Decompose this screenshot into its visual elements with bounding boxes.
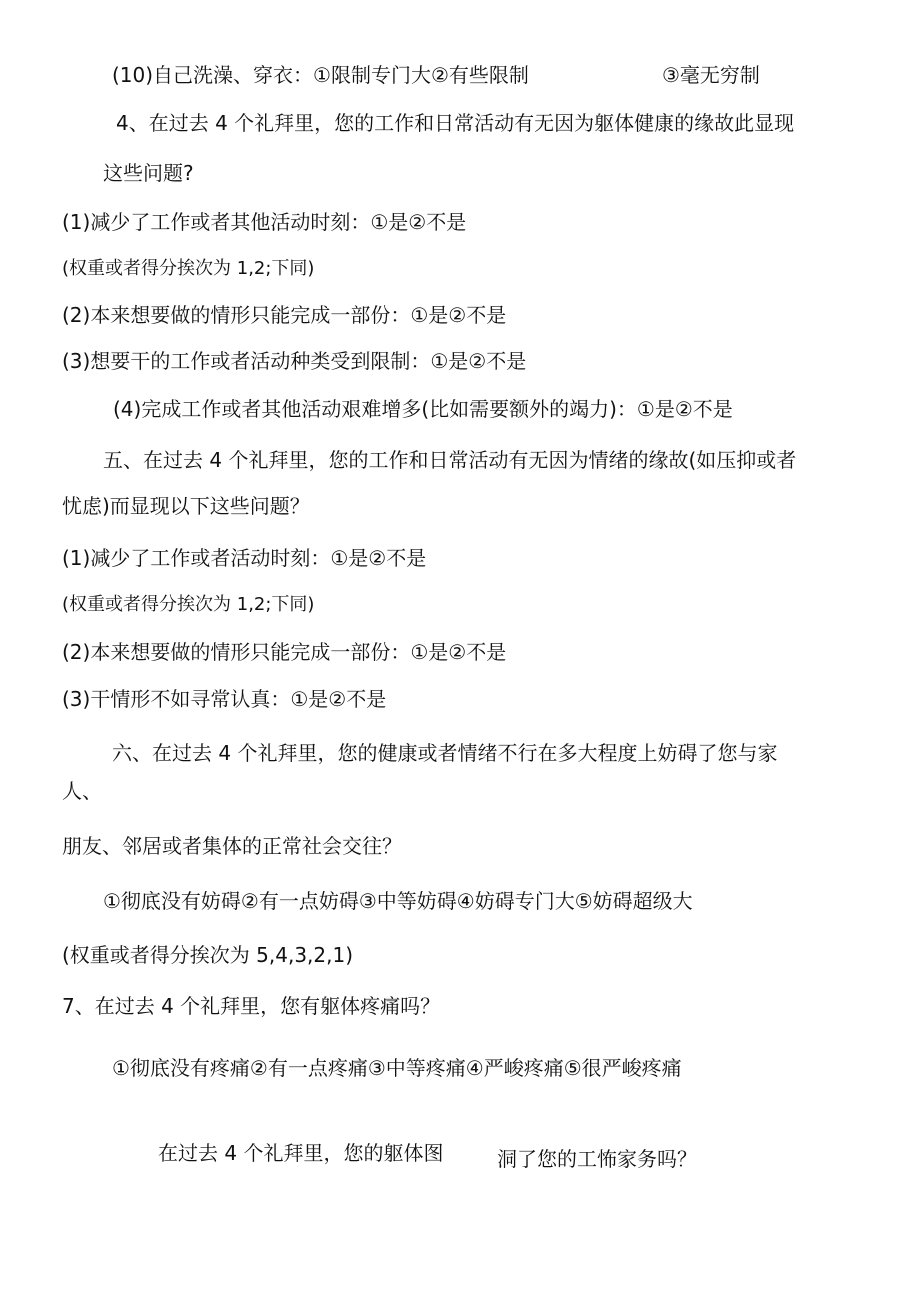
question-7-title: 7、在过去 4 个礼拜里，您有躯体疼痛吗？ xyxy=(62,994,441,1018)
question-5-title-cont: 忧虑)而显现以下这些问题？ xyxy=(62,494,310,518)
q4-item-2: (2)本来想要做的情形只能完成一部份：①是②不是 xyxy=(62,303,507,327)
q5-item-1: (1)减少了工作或者活动时刻：①是②不是 xyxy=(62,546,427,570)
question-4-title: 4、在过去 4 个礼拜里，您的工作和日常活动有无因为躯体健康的缘故此显现 xyxy=(116,111,795,135)
q4-item-4: (4)完成工作或者其他活动艰难增多(比如需要额外的竭力)：①是②不是 xyxy=(113,397,733,421)
question-4-title-cont: 这些问题? xyxy=(103,161,194,185)
q6-weight-note: (权重或者得分挨次为 5,4,3,2,1) xyxy=(62,943,354,967)
q4-item-3: (3)想要干的工作或者活动种类受到限制：①是②不是 xyxy=(62,349,527,373)
question-5-title: 五、在过去 4 个礼拜里，您的工作和日常活动有无因为情绪的缘故(如压抑或者 xyxy=(103,448,797,472)
question-6-title-cont: 人、 xyxy=(62,779,102,803)
q4-item-1: (1)减少了工作或者其他活动时刻：①是②不是 xyxy=(62,210,467,234)
q5-item-3: (3)干情形不如寻常认真：①是②不是 xyxy=(62,687,387,711)
q5-weight-note: (权重或者得分挨次为 1,2;下同) xyxy=(62,594,315,615)
q4-weight-note: (权重或者得分挨次为 1,2;下同) xyxy=(62,258,315,279)
question-8-title-part2: 洞了您的工怖家务吗？ xyxy=(497,1147,697,1171)
question-6-title: 六、在过去 4 个礼拜里，您的健康或者情绪不行在多大程度上妨碍了您与家 xyxy=(112,741,778,765)
question-8-title-part1: 在过去 4 个礼拜里，您的躯体图 xyxy=(158,1141,444,1165)
question-6-title-cont-2: 朋友、邻居或者集体的正常社会交往？ xyxy=(62,834,402,858)
item-10-line: (10)自己洗澡、穿衣：①限制专门大②有些限制 xyxy=(112,63,529,87)
q7-options: ①彻底没有疼痛②有一点疼痛③中等疼痛④严峻疼痛⑤很严峻疼痛 xyxy=(112,1056,682,1080)
q6-options: ①彻底没有妨碍②有一点妨碍③中等妨碍④妨碍专门大⑤妨碍超级大 xyxy=(103,889,693,913)
item-10-option-3: ③毫无穷制 xyxy=(662,63,760,87)
q5-item-2: (2)本来想要做的情形只能完成一部份：①是②不是 xyxy=(62,640,507,664)
